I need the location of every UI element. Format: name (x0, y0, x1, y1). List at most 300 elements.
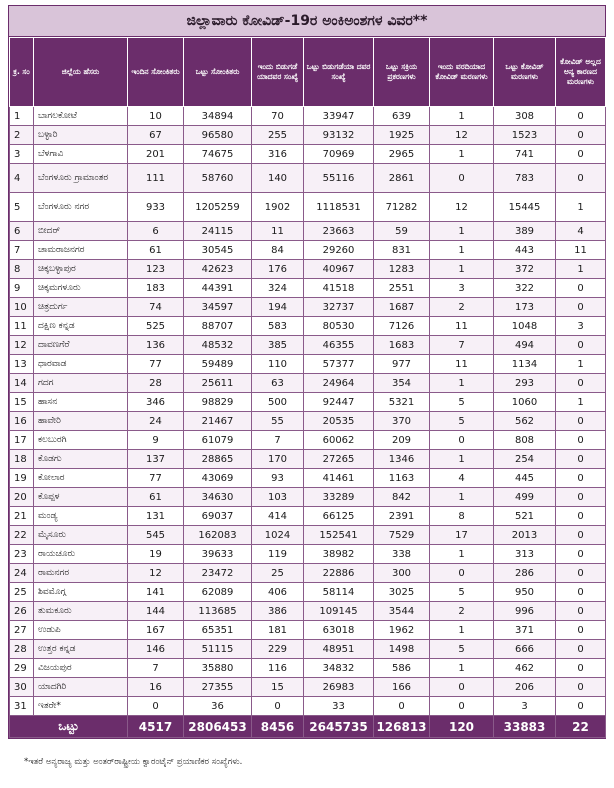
col-header-today-deaths: ಇಂದು ವರದಿಯಾದ ಕೋವಿಡ್ ಮರಣಗಳು (430, 38, 494, 107)
total-cases-cell: 51115 (184, 640, 252, 659)
total-discharged-cell: 33947 (304, 107, 374, 126)
table-row (10, 469, 606, 488)
today-discharged-cell: 0 (252, 697, 304, 716)
total-discharged-cell: 80530 (304, 317, 374, 336)
total-today-discharged: 8456 (252, 716, 304, 738)
col-header-total-deaths: ಒಟ್ಟು ಕೋವಿಡ್ ಮರಣಗಳು (494, 38, 556, 107)
table-row (10, 336, 606, 355)
district-cell: ಕೊಡಗು (34, 450, 128, 469)
active-cell: 1962 (374, 621, 430, 640)
today-discharged-cell: 386 (252, 602, 304, 621)
district-cell: ಚಿಕ್ಕಬಳ್ಳಾಪುರ (34, 260, 128, 279)
total-discharged-cell: 41461 (304, 469, 374, 488)
total-cases-cell: 113685 (184, 602, 252, 621)
total-cases-cell: 62089 (184, 583, 252, 602)
district-cell: ಉತ್ತರ ಕನ್ನಡ (34, 640, 128, 659)
total-cases-cell: 34630 (184, 488, 252, 507)
today-deaths-cell: 5 (430, 393, 494, 412)
table-row (10, 298, 606, 317)
today-deaths-cell: 1 (430, 545, 494, 564)
active-cell: 0 (374, 697, 430, 716)
table-row (10, 193, 606, 222)
serial-cell: 6 (10, 222, 34, 241)
today-cases-cell: 545 (128, 526, 184, 545)
today-discharged-cell: 316 (252, 145, 304, 164)
today-cases-cell: 141 (128, 583, 184, 602)
today-deaths-cell: 1 (430, 659, 494, 678)
non-covid-deaths-cell: 0 (556, 640, 606, 659)
today-discharged-cell: 324 (252, 279, 304, 298)
total-today-deaths: 120 (430, 716, 494, 738)
table-row (10, 640, 606, 659)
non-covid-deaths-cell: 11 (556, 241, 606, 260)
total-deaths-cell: 1048 (494, 317, 556, 336)
today-deaths-cell: 1 (430, 450, 494, 469)
total-deaths-cell: 286 (494, 564, 556, 583)
serial-cell: 30 (10, 678, 34, 697)
total-discharged-cell: 23663 (304, 222, 374, 241)
col-header-non-covid-deaths: ಕೋವಿಡ್ ಅಲ್ಲದ ಅನ್ಯ ಕಾರಣದ ಮರಣಗಳು (556, 38, 606, 107)
total-cases-cell: 59489 (184, 355, 252, 374)
non-covid-deaths-cell: 0 (556, 431, 606, 450)
total-cases-cell: 65351 (184, 621, 252, 640)
district-cell: ಮೈಸೂರು (34, 526, 128, 545)
footnote: *ಇತರೆ ಅನ್ಯರಾಜ್ಯ ಮತ್ತು ಅಂತರ್‌ರಾಷ್ಟ್ರೀಯ ಕ್ವಾರಂಟೈನ್ ಪ್ರಯಾಣಿಕರ ಸಂಖ್ಯೆಗಳು. (24, 757, 243, 767)
total-deaths-cell: 996 (494, 602, 556, 621)
serial-cell: 19 (10, 469, 34, 488)
total-cases-cell: 39633 (184, 545, 252, 564)
active-cell: 1683 (374, 336, 430, 355)
total-discharged-cell: 66125 (304, 507, 374, 526)
header-row (10, 38, 606, 107)
active-cell: 586 (374, 659, 430, 678)
serial-cell: 13 (10, 355, 34, 374)
district-cell: ಚಿತ್ರದುರ್ಗ (34, 298, 128, 317)
today-deaths-cell: 7 (430, 336, 494, 355)
today-cases-cell: 28 (128, 374, 184, 393)
serial-cell: 20 (10, 488, 34, 507)
total-discharged-cell: 1118531 (304, 193, 374, 222)
today-cases-cell: 74 (128, 298, 184, 317)
serial-cell: 24 (10, 564, 34, 583)
table-row (10, 488, 606, 507)
today-cases-cell: 167 (128, 621, 184, 640)
non-covid-deaths-cell: 0 (556, 602, 606, 621)
total-cases-cell: 34597 (184, 298, 252, 317)
today-cases-cell: 7 (128, 659, 184, 678)
non-covid-deaths-cell: 0 (556, 526, 606, 545)
non-covid-deaths-cell: 0 (556, 298, 606, 317)
table-row (10, 564, 606, 583)
today-discharged-cell: 1902 (252, 193, 304, 222)
total-discharged-cell: 152541 (304, 526, 374, 545)
today-deaths-cell: 5 (430, 412, 494, 431)
total-discharged-cell: 46355 (304, 336, 374, 355)
total-cases-cell: 98829 (184, 393, 252, 412)
today-cases-cell: 123 (128, 260, 184, 279)
district-cell: ಯಾದಗಿರಿ (34, 678, 128, 697)
today-discharged-cell: 255 (252, 126, 304, 145)
serial-cell: 8 (10, 260, 34, 279)
active-cell: 209 (374, 431, 430, 450)
non-covid-deaths-cell: 0 (556, 126, 606, 145)
today-cases-cell: 525 (128, 317, 184, 336)
non-covid-deaths-cell: 0 (556, 659, 606, 678)
active-cell: 1283 (374, 260, 430, 279)
total-discharged-cell: 34832 (304, 659, 374, 678)
serial-cell: 15 (10, 393, 34, 412)
serial-cell: 16 (10, 412, 34, 431)
total-cases-cell: 162083 (184, 526, 252, 545)
col-header-active-cases: ಒಟ್ಟು ಸಕ್ರಿಯ ಪ್ರಕರಣಗಳು (374, 38, 430, 107)
total-cases: 2806453 (184, 716, 252, 738)
active-cell: 831 (374, 241, 430, 260)
total-cases-cell: 43069 (184, 469, 252, 488)
district-cell: ವಿಜಯಪುರ (34, 659, 128, 678)
total-today-cases: 4517 (128, 716, 184, 738)
active-cell: 2551 (374, 279, 430, 298)
total-cases-cell: 36 (184, 697, 252, 716)
serial-cell: 9 (10, 279, 34, 298)
non-covid-deaths-cell: 0 (556, 564, 606, 583)
serial-cell: 17 (10, 431, 34, 450)
table-row (10, 583, 606, 602)
active-cell: 7529 (374, 526, 430, 545)
district-cell: ಗದಗ (34, 374, 128, 393)
active-cell: 1498 (374, 640, 430, 659)
today-cases-cell: 67 (128, 126, 184, 145)
total-discharged-cell: 58114 (304, 583, 374, 602)
district-cell: ಬೆಂಗಳೂರು ನಗರ (34, 193, 128, 222)
total-cases-cell: 48532 (184, 336, 252, 355)
total-deaths-cell: 521 (494, 507, 556, 526)
today-deaths-cell: 1 (430, 241, 494, 260)
active-cell: 3025 (374, 583, 430, 602)
today-deaths-cell: 17 (430, 526, 494, 545)
table-row (10, 107, 606, 126)
total-deaths-cell: 1134 (494, 355, 556, 374)
total-deaths-cell: 666 (494, 640, 556, 659)
active-cell: 166 (374, 678, 430, 697)
today-cases-cell: 131 (128, 507, 184, 526)
serial-cell: 3 (10, 145, 34, 164)
today-deaths-cell: 0 (430, 697, 494, 716)
district-cell: ಕೊಪ್ಪಳ (34, 488, 128, 507)
today-cases-cell: 144 (128, 602, 184, 621)
total-discharged-cell: 38982 (304, 545, 374, 564)
district-cell: ಹಾವೇರಿ (34, 412, 128, 431)
non-covid-deaths-cell: 0 (556, 583, 606, 602)
total-cases-cell: 96580 (184, 126, 252, 145)
total-discharged-cell: 41518 (304, 279, 374, 298)
today-cases-cell: 77 (128, 469, 184, 488)
serial-cell: 29 (10, 659, 34, 678)
totals-row (10, 716, 606, 738)
today-cases-cell: 201 (128, 145, 184, 164)
active-cell: 2861 (374, 164, 430, 193)
serial-cell: 22 (10, 526, 34, 545)
total-cases-cell: 23472 (184, 564, 252, 583)
total-discharged-cell: 32737 (304, 298, 374, 317)
document-title: ಜಿಲ್ಲಾವಾರು ಕೋವಿಡ್-19ರ ಅಂಕಿಅಂಶಗಳ ವಿವರ** (9, 6, 605, 37)
non-covid-deaths-cell: 0 (556, 164, 606, 193)
table-row (10, 659, 606, 678)
today-cases-cell: 61 (128, 488, 184, 507)
today-deaths-cell: 12 (430, 193, 494, 222)
total-deaths-cell: 494 (494, 336, 556, 355)
today-deaths-cell: 2 (430, 298, 494, 317)
total-active: 126813 (374, 716, 430, 738)
active-cell: 300 (374, 564, 430, 583)
col-header-today-cases: ಇಂದಿನ ಸೋಂಕಿತರು (128, 38, 184, 107)
non-covid-deaths-cell: 0 (556, 488, 606, 507)
serial-cell: 26 (10, 602, 34, 621)
today-deaths-cell: 11 (430, 355, 494, 374)
non-covid-deaths-cell: 0 (556, 145, 606, 164)
serial-cell: 25 (10, 583, 34, 602)
serial-cell: 10 (10, 298, 34, 317)
table-row (10, 450, 606, 469)
total-cases-cell: 25611 (184, 374, 252, 393)
total-cases-cell: 74675 (184, 145, 252, 164)
today-deaths-cell: 11 (430, 317, 494, 336)
active-cell: 354 (374, 374, 430, 393)
today-deaths-cell: 5 (430, 583, 494, 602)
today-discharged-cell: 93 (252, 469, 304, 488)
non-covid-deaths-cell: 4 (556, 222, 606, 241)
non-covid-deaths-cell: 1 (556, 260, 606, 279)
active-cell: 7126 (374, 317, 430, 336)
table-row (10, 374, 606, 393)
col-header-total-cases: ಒಟ್ಟು ಸೋಂಕಿತರು (184, 38, 252, 107)
district-cell: ಬೆಂಗಳೂರು ಗ್ರಾಮಾಂತರ (34, 164, 128, 193)
today-cases-cell: 183 (128, 279, 184, 298)
today-deaths-cell: 1 (430, 222, 494, 241)
total-cases-cell: 27355 (184, 678, 252, 697)
non-covid-deaths-cell: 0 (556, 374, 606, 393)
active-cell: 5321 (374, 393, 430, 412)
today-deaths-cell: 0 (430, 678, 494, 697)
today-discharged-cell: 406 (252, 583, 304, 602)
total-cases-cell: 58760 (184, 164, 252, 193)
today-cases-cell: 933 (128, 193, 184, 222)
total-deaths-cell: 313 (494, 545, 556, 564)
today-deaths-cell: 12 (430, 126, 494, 145)
today-deaths-cell: 5 (430, 640, 494, 659)
total-deaths-cell: 499 (494, 488, 556, 507)
serial-cell: 12 (10, 336, 34, 355)
total-discharged: 2645735 (304, 716, 374, 738)
today-discharged-cell: 181 (252, 621, 304, 640)
district-cell: ಬಾಗಲಕೋಟೆ (34, 107, 128, 126)
non-covid-deaths-cell: 1 (556, 193, 606, 222)
non-covid-deaths-cell: 0 (556, 107, 606, 126)
active-cell: 71282 (374, 193, 430, 222)
total-cases-cell: 34894 (184, 107, 252, 126)
serial-cell: 28 (10, 640, 34, 659)
total-cases-cell: 44391 (184, 279, 252, 298)
total-discharged-cell: 26983 (304, 678, 374, 697)
total-discharged-cell: 27265 (304, 450, 374, 469)
today-cases-cell: 24 (128, 412, 184, 431)
total-cases-cell: 24115 (184, 222, 252, 241)
active-cell: 1925 (374, 126, 430, 145)
total-deaths-cell: 741 (494, 145, 556, 164)
total-cases-cell: 30545 (184, 241, 252, 260)
today-deaths-cell: 3 (430, 279, 494, 298)
non-covid-deaths-cell: 0 (556, 469, 606, 488)
today-cases-cell: 12 (128, 564, 184, 583)
today-deaths-cell: 1 (430, 621, 494, 640)
active-cell: 2965 (374, 145, 430, 164)
district-cell: ಬಳ್ಳಾರಿ (34, 126, 128, 145)
district-cell: ದಾವಣಗೆರೆ (34, 336, 128, 355)
col-header-district: ಜಿಲ್ಲೆಯ ಹೆಸರು (34, 38, 128, 107)
table-row (10, 260, 606, 279)
active-cell: 1346 (374, 450, 430, 469)
table-row (10, 241, 606, 260)
serial-cell: 7 (10, 241, 34, 260)
district-cell: ಶಿವಮೊಗ್ಗ (34, 583, 128, 602)
total-deaths-cell: 783 (494, 164, 556, 193)
total-discharged-cell: 93132 (304, 126, 374, 145)
today-discharged-cell: 15 (252, 678, 304, 697)
today-discharged-cell: 103 (252, 488, 304, 507)
today-discharged-cell: 11 (252, 222, 304, 241)
table-row (10, 317, 606, 336)
total-discharged-cell: 55116 (304, 164, 374, 193)
active-cell: 338 (374, 545, 430, 564)
total-cases-cell: 69037 (184, 507, 252, 526)
district-cell: ತುಮಕೂರು (34, 602, 128, 621)
today-discharged-cell: 84 (252, 241, 304, 260)
total-discharged-cell: 40967 (304, 260, 374, 279)
total-non-covid-deaths: 22 (556, 716, 606, 738)
table-row (10, 621, 606, 640)
today-discharged-cell: 194 (252, 298, 304, 317)
total-cases-cell: 21467 (184, 412, 252, 431)
district-cell: ಹಾಸನ (34, 393, 128, 412)
today-cases-cell: 137 (128, 450, 184, 469)
table-row (10, 279, 606, 298)
table-row (10, 164, 606, 193)
today-deaths-cell: 1 (430, 488, 494, 507)
total-discharged-cell: 22886 (304, 564, 374, 583)
today-discharged-cell: 414 (252, 507, 304, 526)
district-cell: ಚಿಕ್ಕಮಗಳೂರು (34, 279, 128, 298)
non-covid-deaths-cell: 0 (556, 678, 606, 697)
district-stats-table (9, 37, 606, 738)
district-cell: ಇತರೇ* (34, 697, 128, 716)
active-cell: 977 (374, 355, 430, 374)
today-cases-cell: 6 (128, 222, 184, 241)
total-deaths-cell: 15445 (494, 193, 556, 222)
today-discharged-cell: 70 (252, 107, 304, 126)
total-discharged-cell: 33289 (304, 488, 374, 507)
totals-label: ಒಟ್ಟು (10, 716, 128, 738)
today-discharged-cell: 176 (252, 260, 304, 279)
non-covid-deaths-cell: 0 (556, 621, 606, 640)
total-discharged-cell: 63018 (304, 621, 374, 640)
non-covid-deaths-cell: 0 (556, 336, 606, 355)
serial-cell: 23 (10, 545, 34, 564)
active-cell: 1163 (374, 469, 430, 488)
table-row (10, 602, 606, 621)
total-deaths: 33883 (494, 716, 556, 738)
today-deaths-cell: 0 (430, 431, 494, 450)
active-cell: 842 (374, 488, 430, 507)
table-row (10, 431, 606, 450)
total-discharged-cell: 48951 (304, 640, 374, 659)
today-deaths-cell: 0 (430, 564, 494, 583)
serial-cell: 1 (10, 107, 34, 126)
district-cell: ಕೋಲಾರ (34, 469, 128, 488)
serial-cell: 18 (10, 450, 34, 469)
table-row (10, 222, 606, 241)
total-deaths-cell: 1523 (494, 126, 556, 145)
total-discharged-cell: 109145 (304, 602, 374, 621)
today-cases-cell: 0 (128, 697, 184, 716)
today-discharged-cell: 170 (252, 450, 304, 469)
non-covid-deaths-cell: 0 (556, 450, 606, 469)
table-row (10, 545, 606, 564)
table-row (10, 507, 606, 526)
today-discharged-cell: 583 (252, 317, 304, 336)
table-row (10, 697, 606, 716)
district-cell: ರಾಮನಗರ (34, 564, 128, 583)
today-deaths-cell: 1 (430, 260, 494, 279)
total-cases-cell: 28865 (184, 450, 252, 469)
serial-cell: 31 (10, 697, 34, 716)
today-cases-cell: 111 (128, 164, 184, 193)
active-cell: 639 (374, 107, 430, 126)
total-discharged-cell: 57377 (304, 355, 374, 374)
today-cases-cell: 9 (128, 431, 184, 450)
active-cell: 370 (374, 412, 430, 431)
total-cases-cell: 1205259 (184, 193, 252, 222)
today-discharged-cell: 116 (252, 659, 304, 678)
total-discharged-cell: 33 (304, 697, 374, 716)
today-discharged-cell: 55 (252, 412, 304, 431)
today-discharged-cell: 25 (252, 564, 304, 583)
today-deaths-cell: 2 (430, 602, 494, 621)
serial-cell: 27 (10, 621, 34, 640)
district-cell: ಉಡುಪಿ (34, 621, 128, 640)
total-deaths-cell: 206 (494, 678, 556, 697)
district-cell: ಮಂಡ್ಯ (34, 507, 128, 526)
covid-bulletin-document (8, 5, 606, 739)
today-cases-cell: 19 (128, 545, 184, 564)
col-header-serial: ಕ್ರ. ಸಂ (10, 38, 34, 107)
table-row (10, 393, 606, 412)
serial-cell: 4 (10, 164, 34, 193)
active-cell: 3544 (374, 602, 430, 621)
table-row (10, 412, 606, 431)
non-covid-deaths-cell: 1 (556, 393, 606, 412)
total-deaths-cell: 1060 (494, 393, 556, 412)
total-discharged-cell: 29260 (304, 241, 374, 260)
non-covid-deaths-cell: 0 (556, 279, 606, 298)
serial-cell: 5 (10, 193, 34, 222)
non-covid-deaths-cell: 0 (556, 545, 606, 564)
total-deaths-cell: 322 (494, 279, 556, 298)
serial-cell: 11 (10, 317, 34, 336)
serial-cell: 21 (10, 507, 34, 526)
total-deaths-cell: 562 (494, 412, 556, 431)
district-cell: ಬೆಳಗಾವಿ (34, 145, 128, 164)
today-deaths-cell: 8 (430, 507, 494, 526)
district-cell: ಕಲಬುರಗಿ (34, 431, 128, 450)
